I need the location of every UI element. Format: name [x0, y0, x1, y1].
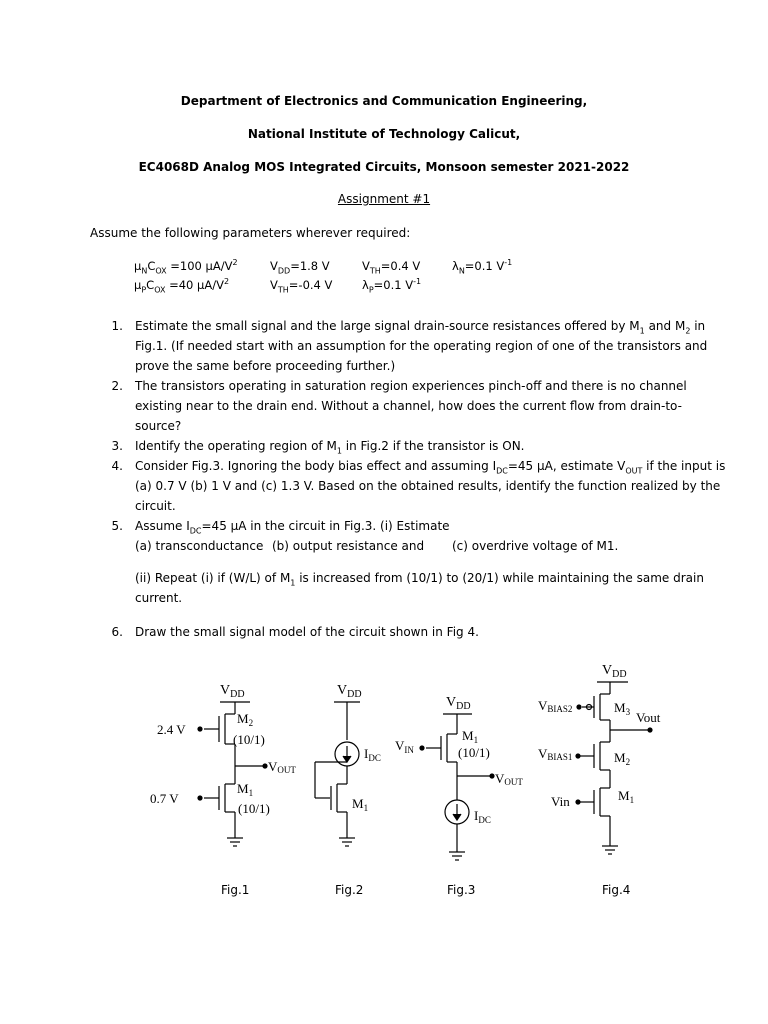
question-5: Assume $I_{DC}=45$ μA in the circuit in Fig.3. (i) Estimate (a) transconductance (b) output resistance and (c) overdrive voltage of M1. (ii) Repeat (i) if (W/L) of $M_1$ is increased from (10/1) to (20/1) while maintaining the same drain current. — [135, 519, 704, 605]
question-3: Identify the operating region of $M_1$ in Fig.2 if the transistor is ON. — [135, 439, 525, 456]
param-vthp: $V_{TH}=-0.4$ V — [270, 278, 333, 295]
question-number: 1. — [111, 319, 123, 333]
svg-text:M3: $M_3$ — [614, 700, 631, 717]
fig3-caption: Fig.3 — [447, 883, 476, 897]
param-up-cox: $\mu_PC_{OX} =40$ $\mu A/V^2$ — [134, 277, 230, 295]
svg-text:0.7 V: 0.7 V — [150, 791, 179, 806]
question-6: Draw the small signal model of the circuit shown in Fig 4. — [135, 625, 479, 639]
svg-text:(10/1): (10/1) — [458, 745, 490, 760]
svg-text:2.4 V: 2.4 V — [157, 722, 186, 737]
svg-text:IDC: $I_{DC}$ — [474, 808, 491, 825]
svg-text:M2: $M_2$ — [237, 711, 254, 728]
svg-text:(10/1): (10/1) — [233, 732, 265, 747]
question-2: The transistors operating in saturation region experiences pinch-off and there is no channel existing near to the drain end. Without a channel, how does the current flow from drain-to- source? — [135, 379, 687, 433]
question-number: 3. — [111, 439, 123, 453]
svg-text:Vout: Vout — [636, 710, 661, 725]
question-number: 2. — [111, 379, 123, 393]
svg-text:VDD: $V_{DD}$ — [602, 663, 627, 680]
question-4: Consider Fig.3. Ignoring the body bias effect and assuming $I_{DC}=45$ μA, estimate $V_{OUT}$ if the input is (a) 0.7 V (b) 1 V and (c) 1.3 V. Based on the obtained results, identify the function realized by the circuit. — [135, 459, 726, 513]
param-un-cox: $\mu_NC_{OX} =100$ $\mu A/V^2$ — [134, 258, 238, 276]
fig2-caption: Fig.2 — [335, 883, 364, 897]
department-heading: Department of Electronics and Communication Engineering, — [180, 94, 588, 108]
svg-text:VDD: $V_{DD}$ — [337, 683, 362, 700]
question-number: 4. — [111, 459, 123, 473]
svg-text:Vin: Vin — [551, 794, 570, 809]
fig2-circuit — [315, 683, 381, 846]
svg-text:M2: $M_2$ — [614, 750, 631, 767]
param-vdd: $V_{DD}=1.8$ V — [270, 259, 330, 276]
svg-text:VOUT: VOUT — [268, 759, 296, 775]
svg-text:VBIAS2: VBIAS2 — [538, 698, 573, 714]
assignment-title: Assignment #1 — [337, 192, 431, 206]
fig4-caption: Fig.4 — [602, 883, 631, 897]
svg-text:VBIAS1: VBIAS1 — [538, 746, 573, 762]
svg-text:VDD: $V_{DD}$ — [446, 695, 471, 712]
question-1: Estimate the small signal and the large signal drain-source resistances offered by $M_1$ and $M_2$ in Fig.1. (If needed start with an assumption for the operating region of one of the transistors and prove the same before proceeding further.) — [135, 319, 708, 373]
svg-text:VDD: $V_{DD}$ — [220, 683, 245, 700]
fig1-circuit — [150, 683, 296, 846]
param-vthn: $V_{TH}=0.4$ V — [362, 259, 421, 276]
question-number: 5. — [111, 519, 123, 533]
svg-text:VIN: $V_{IN}$ — [395, 738, 414, 755]
svg-text:M1: $M_1$ — [237, 781, 254, 798]
svg-text:(10/1): (10/1) — [238, 801, 270, 816]
svg-text:M1: $M_1$ — [352, 796, 369, 813]
intro-text: Assume the following parameters wherever required: — [90, 226, 411, 240]
course-heading: EC4068D Analog MOS Integrated Circuits, Monsoon semester 2021-2022 — [138, 160, 630, 174]
question-number: 6. — [111, 625, 123, 639]
fig1-caption: Fig.1 — [221, 883, 250, 897]
svg-text:VOUT: VOUT — [495, 771, 523, 787]
param-lambda-p: $\lambda_P=0.1$ $V^{-1}$ — [362, 277, 422, 295]
svg-text:IDC: $I_{DC}$ — [364, 746, 381, 763]
svg-text:M1: $M_1$ — [462, 728, 479, 745]
param-lambda-n: $\lambda_N=0.1$ $V^{-1}$ — [452, 258, 513, 276]
svg-text:M1: $M_1$ — [618, 788, 635, 805]
fig3-circuit — [395, 695, 523, 860]
institute-heading: National Institute of Technology Calicut, — [247, 127, 521, 141]
fig4-circuit — [538, 663, 661, 854]
